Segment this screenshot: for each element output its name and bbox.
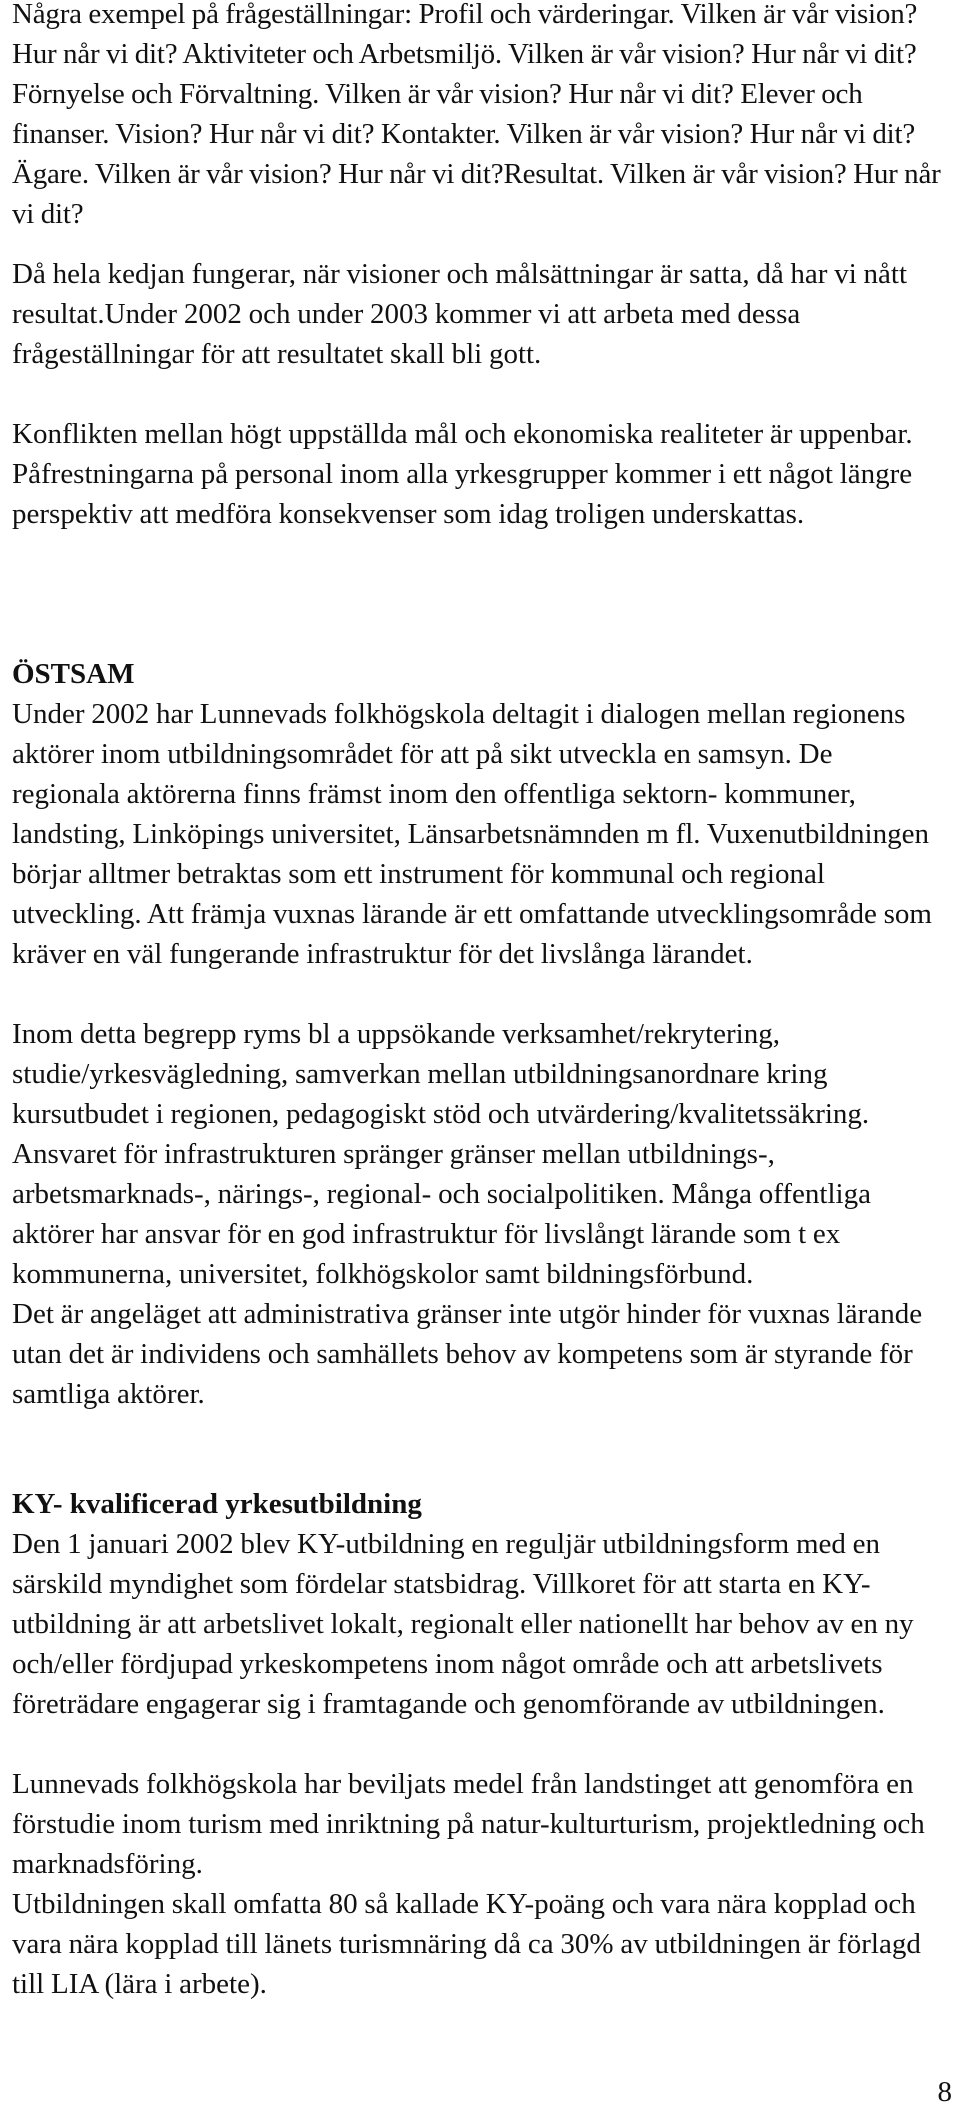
page-number: 8 xyxy=(937,2076,952,2108)
ostsam-heading: ÖSTSAM xyxy=(12,658,135,690)
ostsam-paragraph-2: Inom detta begrepp ryms bl a uppsökande verksamhet/rekrytering, studie/yrkesvägledning, samverkan mellan utbildningsanordnare kring kursutbudet i regionen, pedagogiskt stöd och utvärdering/kvalitetssäkring. xyxy=(12,1018,870,1130)
ky-paragraph-1: Den 1 januari 2002 blev KY-utbildning en reguljär utbildningsform med en särskild myndighet som fördelar statsbidrag. Villkoret för att starta en KY-utbildning är att arbetslivet lokalt, regionalt eller nationellt har behov av en ny och/eller fördjupad yrkeskompetens inom något område och att arbetslivets företrädare engagerar sig i framtagande och genomförande av utbildningen. xyxy=(12,1528,914,1720)
questions-paragraph: Några exempel på frågeställningar: Profil och värderingar. Vilken är vår vision? Hur når vi dit? Aktiviteter och Arbetsmiljö. Vilken är vår vision? Hur når vi dit? Förnyelse och Förvaltning. Vilken är vår vision? Hur når vi dit? Elever och finanser. Vision? Hur når vi dit? Kontakter. Vilken är vår vision? Hur når vi dit? Ägare. Vilken är vår vision? Hur når vi dit?Resultat. Vilken är vår vision? Hur når vi dit? xyxy=(12,0,941,230)
ky-paragraph-2: Lunnevads folkhögskola har beviljats medel från landstinget att genomföra en förstudie inom turism med inriktning på natur-kulturturism, projektledning och marknadsföring. xyxy=(12,1768,925,1880)
ky-paragraph-3: Utbildningen skall omfatta 80 så kallade KY-poäng och vara nära kopplad och vara nära kopplad till länets turismnäring då ca 30% av utbildningen är förlagd till LIA (lära i arbete). xyxy=(12,1888,921,2000)
ostsam-paragraph-4: Det är angeläget att administrativa gränser inte utgör hinder för vuxnas lärande utan det är individens och samhällets behov av kompetens som är styrande för samtliga aktörer. xyxy=(12,1298,923,1410)
ostsam-paragraph-1: Under 2002 har Lunnevads folkhögskola deltagit i dialogen mellan regionens aktörer inom utbildningsområdet för att på sikt utveckla en samsyn. De regionala aktörerna finns främst inom den offentliga sektorn- kommuner, landsting, Linköpings universitet, Länsarbetsnämnden m fl. Vuxenutbildningen börjar alltmer betraktas som ett instrument för kommunal och regional utveckling. Att främja vuxnas lärande är ett omfattande utvecklingsområde som kräver en väl fungerande infrastruktur för det livslånga lärandet. xyxy=(12,698,932,970)
conflict-paragraph: Konflikten mellan högt uppställda mål och ekonomiska realiteter är uppenbar. Påfrestningarna på personal inom alla yrkesgrupper kommer i ett något längre perspektiv att medföra konsekvenser som idag troligen underskattas. xyxy=(12,418,913,530)
ostsam-paragraph-3: Ansvaret för infrastrukturen spränger gränser mellan utbildnings-, arbetsmarknads-, närings-, regional- och socialpolitiken. Många offentliga aktörer har ansvar för en god infrastruktur för livslångt lärande som t ex kommunerna, universitet, folkhögskolor samt bildningsförbund. xyxy=(12,1138,871,1290)
ky-heading: KY- kvalificerad yrkesutbildning xyxy=(12,1488,422,1520)
chain-paragraph: Då hela kedjan fungerar, när visioner och målsättningar är satta, då har vi nått resultat.Under 2002 och under 2003 kommer vi att arbeta med dessa frågeställningar för att resultatet skall bli gott. xyxy=(12,258,908,370)
